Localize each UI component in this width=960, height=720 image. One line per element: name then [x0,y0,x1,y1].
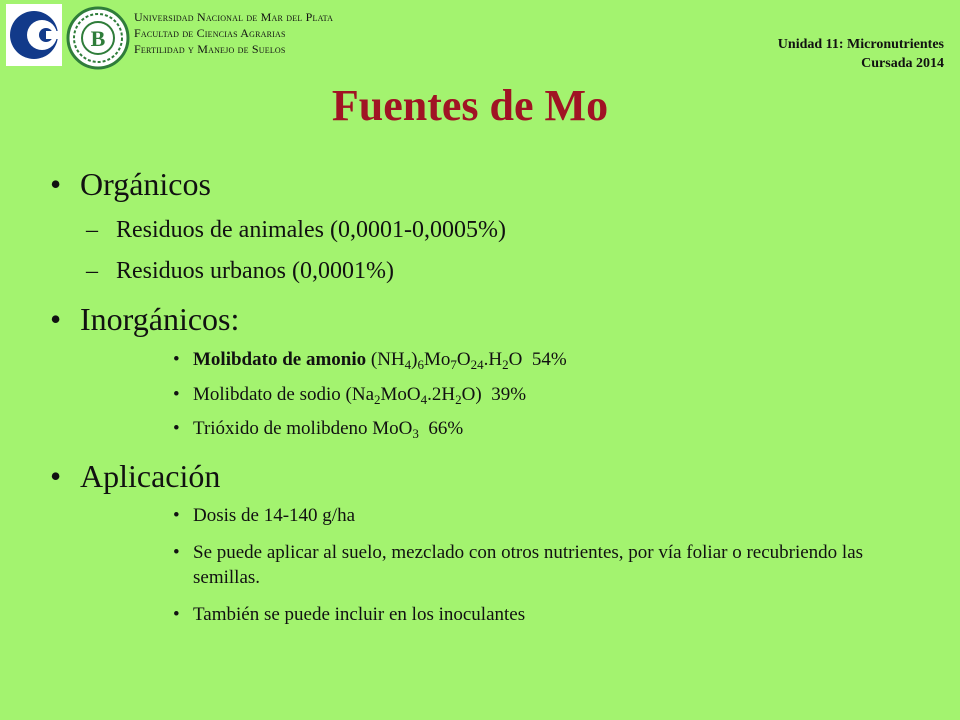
item-text: También se puede incluir en los inoculantes [193,604,526,625]
item-text: Residuos urbanos (0,0001%) [116,258,394,284]
list-item-inorganic [50,301,240,338]
item-text: Se puede aplicar al suelo, mezclado con otros nutrientes, por vía foliar o recubriendo las semillas. [193,542,864,588]
dash-icon: – [86,258,98,284]
page-title: Fuentes de Mo [331,81,609,130]
bullet-icon: • [173,418,180,439]
list-item: • Molibdato de amonio $(NH_4)_6Mo_7O_{24}.H_2O$ 54% [173,349,567,372]
item-text: Residuos de animales (0,0001-0,0005%) [116,217,506,243]
unit-info [778,35,944,73]
list-item [86,258,394,285]
university-logo-icon [6,4,62,66]
faculty-logo-icon [66,6,130,70]
item-text: Dosis de 14-140 g/ha [193,505,356,526]
section-label: Aplicación [80,458,221,494]
percentage: 66% [428,418,464,439]
course-name: Fertilidad y Manejo de Suelos [134,42,286,56]
bullet-icon: • [173,505,180,526]
bullet-icon: • [50,458,62,494]
section-label: Inorgánicos: [80,301,240,337]
compound-name: Molibdato de amonio [193,349,367,370]
institution-header [134,9,333,57]
list-item: • Trióxido de molibdeno MoO$_3$ 66% [173,418,464,441]
dash-icon: – [86,217,98,243]
bullet-icon: • [173,604,180,625]
percentage: 54% [531,349,567,370]
list-item [173,602,913,627]
course-year: Cursada 2014 [861,56,944,71]
list-item [173,503,913,528]
university-name: Universidad Nacional de Mar del Plata [134,10,334,24]
list-item-organic [50,166,211,203]
faculty-name: Facultad de Ciencias Agrarias [134,26,286,40]
unit-title: Unidad 11: Micronutrientes [777,37,944,52]
list-item [173,540,913,590]
bullet-icon: • [173,384,180,405]
bullet-icon: • [50,301,62,337]
list-item-application [50,458,221,495]
svg-text:B: B [90,26,106,51]
percentage: 39% [491,384,527,405]
list-item [86,217,506,244]
list-item: • Molibdato de sodio $(Na_2MoO_4.2H_2O)$ 39% [173,384,527,407]
bullet-icon: • [173,542,180,563]
bullet-icon: • [50,166,62,202]
bullet-icon: • [173,349,180,370]
section-label: Orgánicos [80,166,211,202]
